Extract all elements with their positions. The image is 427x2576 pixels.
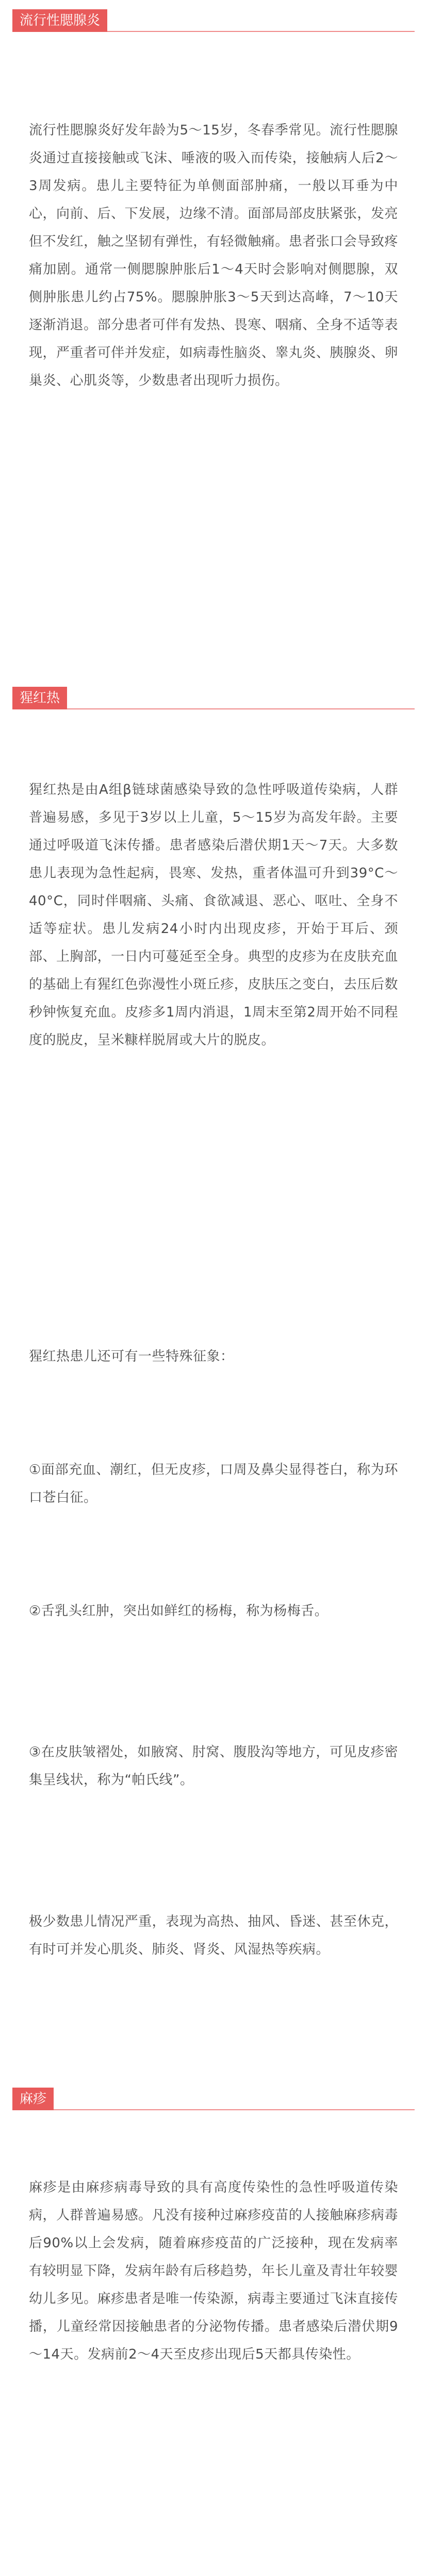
paragraph: 猩红热是由A组β链球菌感染导致的急性呼吸道传染病，人群普遍易感，多见于3岁以上儿童，5～15岁为高发年龄。主要通过呼吸道飞沫传播。患者感染后潜伏期1天～7天。大多数患儿表现为急性起病，畏寒、发热，重者体温可升到39°C～40°C，同时伴咽痛、头痛、食欲减退、恶心、呕吐、全身不适等症状。患儿发病24小时内出现皮疹，开始于耳后、颈部、上胸部，一日内可蔓延至全身。典型的皮疹为在皮肤充血的基础上有猩红色弥漫性小斑丘疹，皮肤压之变白，去压后数秒钟恢复充血。皮疹多1周内消退，1周末至第2周开始不同程度的脱皮，呈米糠样脱屑或大片的脱皮。 — [29, 782, 398, 1048]
section-header-mumps — [12, 9, 415, 32]
paragraph: 极少数患儿情况严重，表现为高热、抽风、昏迷、甚至休克，有时可并发心肌炎、肺炎、肾炎、风湿热等疾病。 — [29, 1914, 398, 1957]
section-header-scarlet-fever — [12, 687, 415, 709]
paragraph: 麻疹是由麻疹病毒导致的具有高度传染性的急性呼吸道传染病，人群普遍易感。凡没有接种过麻疹疫苗的人接触麻疹病毒后90%以上会发病，随着麻疹疫苗的广泛接种，现在发病率有较明显下降，发病年龄有后移趋势，年长儿童及青壮年较婴幼儿多见。麻疹患者是唯一传染源，病毒主要通过飞沫直接传播，儿童经常因接触患者的分泌物传播。患者感染后潜伏期9～14天。发病前2～4天至皮疹出现后5天都具传染性。 — [29, 2180, 398, 2362]
section-rule — [12, 2109, 415, 2110]
section-rule — [12, 708, 415, 709]
paragraph: ③在皮肤皱褶处，如腋窝、肘窝、腹股沟等地方，可见皮疹密集呈线状，称为“帕氏线”。 — [29, 1744, 398, 1788]
section-title-measles: 麻疹 — [12, 2088, 54, 2110]
section-title-mumps: 流行性腮腺炎 — [12, 9, 107, 32]
paragraph: ②舌乳头红肿，突出如鲜红的杨梅，称为杨梅舌。 — [29, 1603, 329, 1619]
section-header-measles — [12, 2088, 415, 2110]
section-title-scarlet-fever: 猩红热 — [12, 687, 67, 709]
paragraph: ①面部充血、潮红，但无皮疹，口周及鼻尖显得苍白，称为环口苍白征。 — [29, 1462, 398, 1505]
paragraph: 流行性腮腺炎好发年龄为5～15岁，冬春季常见。流行性腮腺炎通过直接接触或飞沫、唾液的吸入而传染，接触病人后2～3周发病。患儿主要特征为单侧面部肿痛，一般以耳垂为中心，向前、后、下发展，边缘不清。面部局部皮肤紧张，发亮但不发红，触之坚韧有弹性，有轻微触痛。患者张口会导致疼痛加剧。通常一侧腮腺肿胀后1～4天时会影响对侧腮腺，双侧肿胀患儿约占75%。腮腺肿胀3～5天到达高峰，7～10天逐渐消退。部分患者可伴有发热、畏寒、咽痛、全身不适等表现，严重者可伴并发症，如病毒性脑炎、睾丸炎、胰腺炎、卵巢炎、心肌炎等，少数患者出现听力损伤。 — [29, 123, 398, 388]
paragraph: 猩红热患儿还可有一些特殊征象： — [29, 1349, 234, 1364]
